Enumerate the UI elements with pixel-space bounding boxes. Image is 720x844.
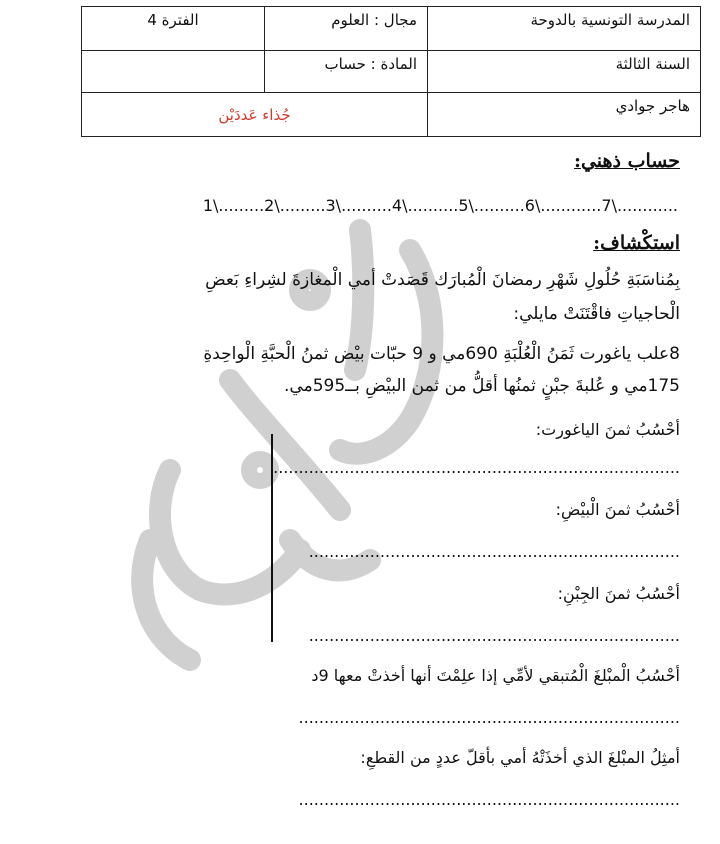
divider-line xyxy=(271,434,273,642)
mental-items-text: 1\.........2\.........3\..........4\..........5\..........6\............7\............ xyxy=(202,196,678,215)
answer-line-1[interactable]: ................................................................................ xyxy=(273,458,680,477)
question-3: أحْسُبُ ثمنَ الجِبْنِ: xyxy=(557,584,680,603)
question-2: أحْسُبُ ثمنَ الْبيْضِ: xyxy=(555,500,680,519)
answer-line-3[interactable]: ......................................................................... xyxy=(308,626,680,645)
intro-line-2: الْحاجياتِ فاقْتَنَتْ مايلي: xyxy=(513,304,680,324)
intro-line-1: بِمُناسَبَةِ حُلُولِ شَهْرِ رمضانَ الْمُبارَك قَصَدتْ أمي الْمغازةَ لشِراءِ بَعضِ xyxy=(205,270,680,290)
mental-title: حساب ذهني: xyxy=(573,150,680,172)
year-label: السنة الثالثة xyxy=(428,51,701,93)
data-line-2: 175مي و عُلبةَ جبْنٍ ثمنُها أقلُّ من ثمن البيْضِ بــ595مي. xyxy=(284,376,680,396)
school-name: المدرسة التونسية بالدوحة xyxy=(428,7,701,51)
teacher-name: هاجر جوادي xyxy=(428,93,701,137)
mental-items xyxy=(203,196,678,215)
question-4: أحْسُبُ الْمبْلغَ الْمُتبقي لأمِّي إذا علِمْتَ أنها أخذتْ معها 9د xyxy=(311,666,680,685)
question-5: أمثِلُ المبْلغَ الذي أخذَتْهُ أمي بأقلّ عددٍ من القطعِ: xyxy=(360,748,680,767)
explore-title: استكْشاف: xyxy=(593,232,680,254)
domain-label: مجال : العلوم xyxy=(265,7,428,51)
answer-line-4[interactable]: ........................................................................... xyxy=(298,708,680,727)
question-1: أحْسُبُ ثمنَ الياغورت: xyxy=(535,420,680,439)
answer-line-5[interactable]: ........................................................................... xyxy=(298,790,680,809)
data-line-1: 8علب ياغورت ثَمَنُ الْعُلْبَةِ 690مي و 9 حبّات بيْض ثمنُ الْحبَّةِ الْواحِدةِ xyxy=(203,344,680,364)
subject-label: المادة : حساب xyxy=(265,51,428,93)
lesson-title: جُذاء عَددَيْن xyxy=(82,93,428,137)
period-label: الفترة 4 xyxy=(82,7,265,51)
answer-line-2[interactable]: ......................................................................... xyxy=(308,542,680,561)
